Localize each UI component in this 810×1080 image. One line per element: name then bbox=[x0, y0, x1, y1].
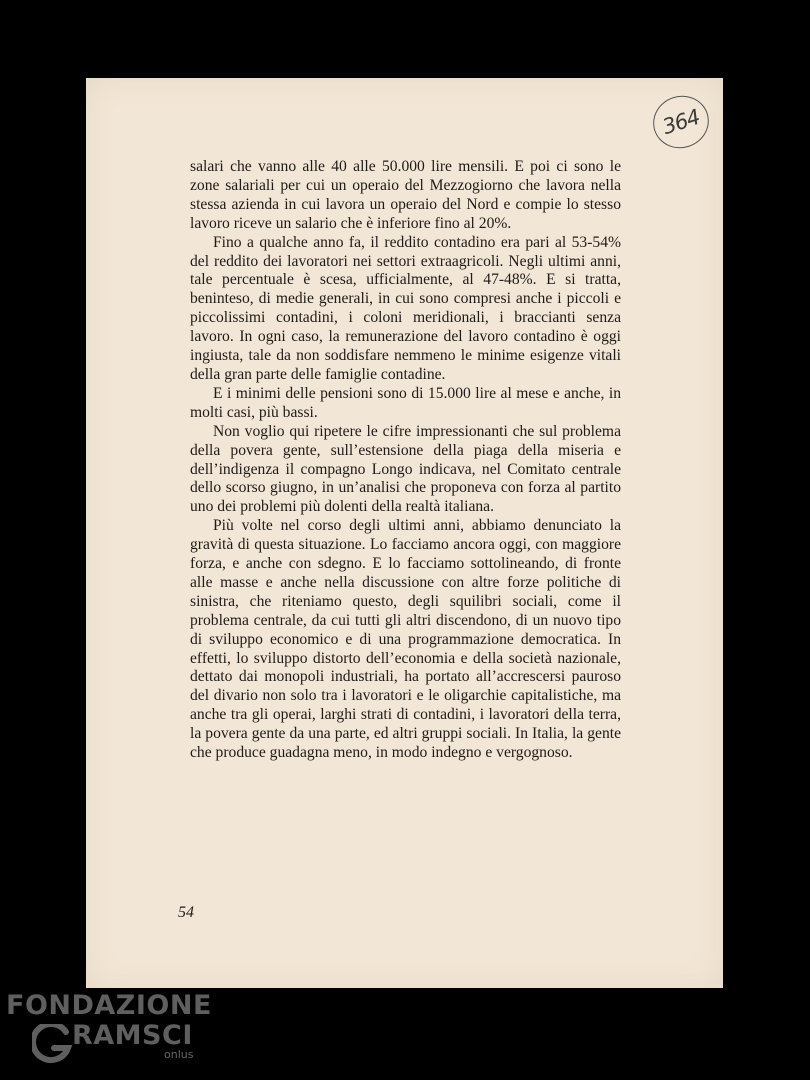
body-text bbox=[190, 158, 621, 763]
archive-page-stamp: 364 bbox=[646, 89, 715, 156]
paragraph-1: salari che vanno alle 40 alle 50.000 lire mensili. E poi ci sono le zone salariali per cui un operaio del Mezzogiorno che lavora nella stessa azienda in cui lavora un operaio del Nord e compie lo stesso lavoro riceve un salario che è inferiore fino al 20%. bbox=[190, 158, 621, 232]
watermark-line-1: FONDAZIONE bbox=[6, 990, 212, 1021]
page-number: 54 bbox=[178, 904, 194, 921]
document-page bbox=[86, 78, 723, 988]
paragraph-3: E i minimi delle pensioni sono di 15.000 lire al mese e anche, in molti casi, più bassi. bbox=[190, 384, 621, 421]
gramsci-g-logo-icon bbox=[32, 1024, 72, 1064]
paragraph-5: Più volte nel corso degli ultimi anni, abbiamo denunciato la gravità di questa situazione. Lo facciamo ancora oggi, con maggiore forza, e anche con sdegno. E lo facciamo sottolineando, di fronte alle masse e anche nella discussione con altre forze politiche di sinistra, che riteniamo questo, degli squilibri sociali, come il problema centrale, da cui tutti gli altri discendono, di un nuovo tipo di sviluppo economico e di una programmazione democratica. In effetti, lo sviluppo distorto dell’economia e della società nazionale, dettato dai monopoli industriali, ha portato all’accrescersi pauroso del divario non solo tra i lavoratori e le oligarchie capitalistiche, ma anche tra gli operai, larghi strati di contadini, i lavoratori della terra, la povera gente da una parte, ed altri gruppi sociali. In Italia, la gente che produce guadagna meno, in modo indegno e vergognoso. bbox=[190, 517, 621, 762]
fondazione-gramsci-watermark bbox=[6, 990, 212, 1070]
paragraph-4: Non voglio qui ripetere le cifre impressionanti che sul problema della povera gente, sull’estensione della piaga della miseria e dell’indigenza il compagno Longo indicava, nel Comitato centrale dello scorso giugno, in un’analisi che proponeva con forza al partito uno dei problemi più dolenti della realtà italiana. bbox=[190, 422, 621, 516]
paragraph-2: Fino a qualche anno fa, il reddito contadino era pari al 53-54% del reddito dei lavoratori nei settori extraagricoli. Negli ultimi anni, tale percentuale è scesa, ufficialmente, al 47-48%. E si tratta, beninteso, di medie generali, in cui sono compresi anche i piccoli e piccolissimi contadini, i coloni meridionali, i braccianti senza lavoro. In ogni caso, la remunerazione del lavoro contadino è oggi ingiusta, tale da non soddisfare nemmeno le minime esigenze vitali della gran parte delle famiglie contadine. bbox=[190, 233, 621, 383]
watermark-line-2: RAMSCI bbox=[72, 1020, 193, 1051]
watermark-line-3: onlus bbox=[164, 1048, 194, 1061]
